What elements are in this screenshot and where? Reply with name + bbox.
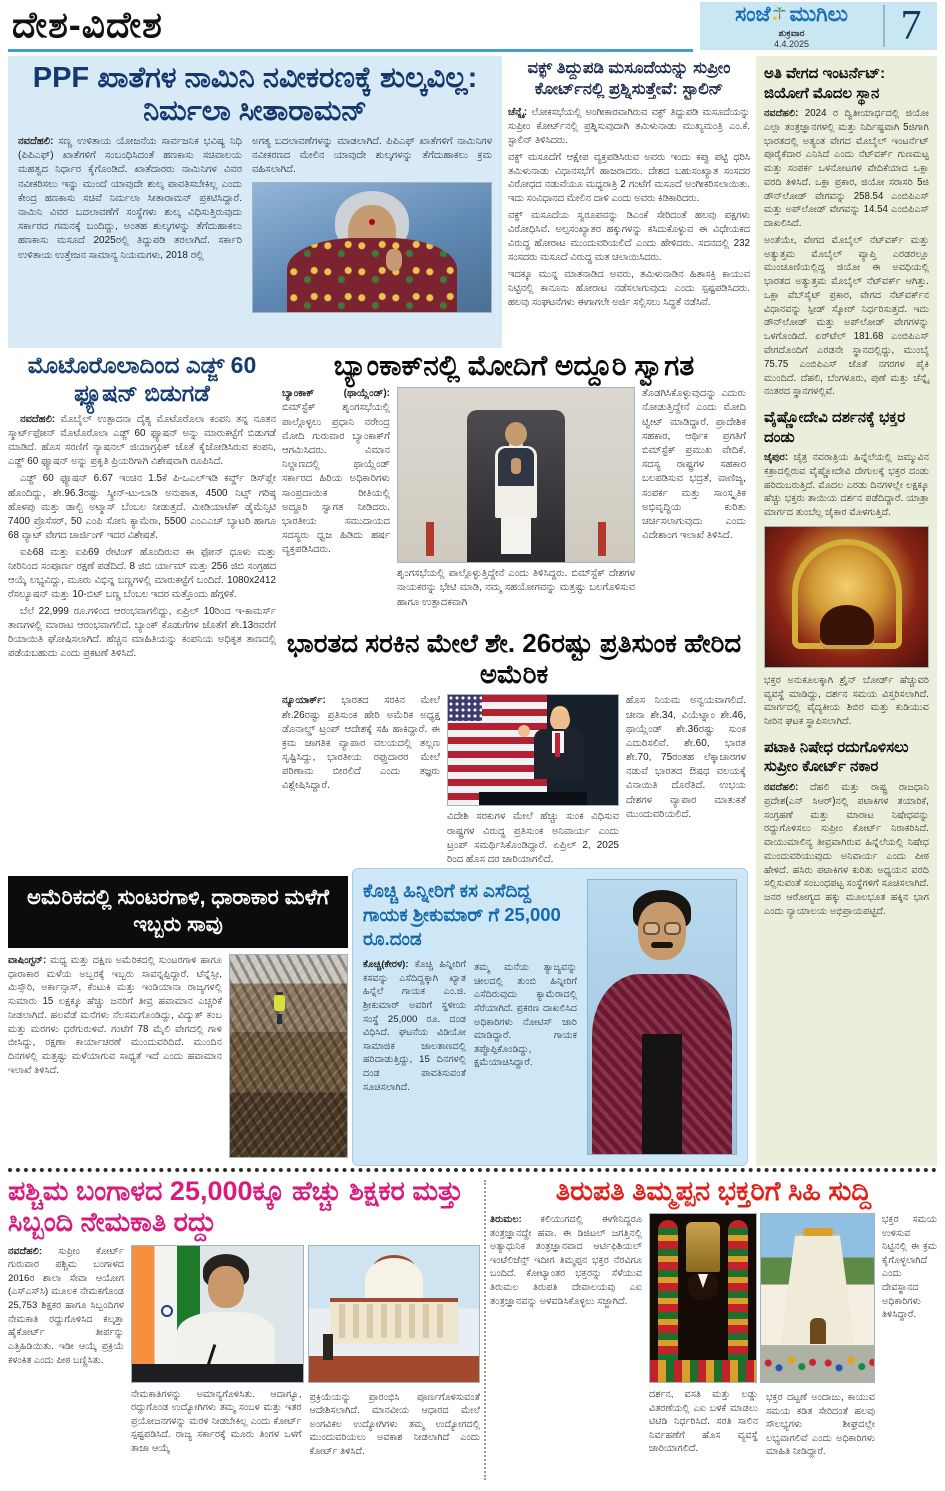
jio-headline: ಅತಿ ವೇಗದ ಇಂಟರ್ನೆಟ್: ಜಿಯೋಗೆ ಮೊದಲ ಸ್ಥಾನ xyxy=(764,65,886,102)
garland xyxy=(658,1220,678,1375)
tariff-body-col3: ಹೊಸ ನಿಯಮ ಅನ್ವಯವಾಗಲಿದೆ. ಚೀನಾ ಶೇ.34, ವಿಯೆಟ್ನಾಂ ಶೇ.46, ಥಾಯ್ಲೆಂಡ್ ಶೇ.36ರಷ್ಟು ಸುಂಕ ಎದುರಿಸಲಿವೆ. ಶೇ.60, ಭಾರತ ಶೇ.70, 75ರಂತಹ ಲೆಕ್ಕಾಚಾರಗಳ ನಡುವೆ ಭಾರತದ ಔಷಧ ವಲಯಕ್ಕೆ ವಿನಾಯಿತಿ ದೊರೆತಿದೆ. ಉಭಯ ದೇಶಗಳ ವ್ಯಾಪಾರ ಮಾತುಕತೆ ಮುಂದುವರಿಯಲಿದೆ. xyxy=(626,695,746,820)
bangkok-headline: ಬ್ಯಾಂಕಾಕ್‌ನಲ್ಲಿ ಮೋದಿಗೆ ಅದ್ದೂರಿ ಸ್ವಾಗತ xyxy=(333,350,695,381)
airplane-stair-rail xyxy=(598,522,606,556)
modi-airplane-photo xyxy=(397,387,635,563)
photo-figure-bindi xyxy=(369,219,375,225)
supreme-court-photo xyxy=(308,1245,481,1383)
paper-title xyxy=(735,3,848,27)
vaishnodevi-shrine-photo xyxy=(764,526,929,668)
statue xyxy=(323,1334,333,1360)
firecracker-headline: ಪಟಾಕಿ ನಿಷೇಧ ರದುಗೊಳಿಸಲು ಸುಪ್ರೀಂ ಕೋರ್ಟ್ ನಕಾರ xyxy=(764,738,909,776)
debris-texture xyxy=(230,955,347,1157)
modi-figure-head xyxy=(505,422,527,446)
motorola-headline: ಮೊಟೊರೊಲಾದಿಂದ ಎಡ್ಜ್ 60 ಫ್ಯೂಷನ್ ಬಿಡುಗಡೆ xyxy=(27,352,257,406)
photo-figure-hand xyxy=(386,249,402,271)
article-tirupati-ai xyxy=(490,1176,937,1488)
tirupati-headline: ತಿರುಪತಿ ತಿಮ್ಮಪ್ಪನ ಭಕ್ತರಿಗೆ ಸಿಹಿ ಸುದ್ದಿ xyxy=(555,1176,872,1206)
stalin-body-p3: ವಕ್ಫ್ ಮಸೂದೆಯ ಸ್ವರೂಪವನ್ನು ಡಿಎಂಕೆ ಸೇರಿದಂತೆ ಹಲವು ಪಕ್ಷಗಳು ವಿರೋಧಿಸಿವೆ. ಅಲ್ಪಸಂಖ್ಯಾತರ ಹಕ್ಕುಗಳನ್ನು ಕಸಿದುಕೊಳ್ಳುವ ಈ ವಿಧೇಯಕದ ವಿರುದ್ಧ ಹೋರಾಟ ಮುಂದುವರಿಯಲಿದೆ ಎಂದು ಹೇಳಿದರು. ಸದನದಲ್ಲಿ 232 ಸಂಸದರು ಮಸೂದೆ ವಿರುದ್ಧ ಮತ ಚಲಾಯಿಸಿದರು. xyxy=(508,210,750,263)
mamata-figure-face xyxy=(208,1266,244,1308)
tirupati-body-right: ಭಕ್ತರ ಸಮಯ ಉಳಿಸುವ ನಿಟ್ಟಿನಲ್ಲಿ ಈ ಕ್ರಮ ಕೈಗೊಳ್ಳಲಾಗಿದೆ ಎಂದು ದೇವಸ್ಥಾನದ ಅಧಿಕಾರಿಗಳು ತಿಳಿಸಿದ್ದಾರೆ. xyxy=(882,1214,937,1321)
modi-namaste-hands xyxy=(511,458,521,474)
press-desk xyxy=(132,1364,303,1382)
singer-body-col2: ತಮ್ಮ ಮನೆಯ ತ್ಯಾಜ್ಯವನ್ನು ಚೀಲದಲ್ಲಿ ತುಂಬಿ ಹಿನ್ನೀರಿಗೆ ಎಸೆದಿರುವುದು ಕ್ಯಾಮೆರಾದಲ್ಲಿ ಸೆರೆಯಾಗಿದೆ. ಪ್ರಕರಣ ದಾಖಲಿಸಿದ ಅಧಿಕಾರಿಗಳು ನೋಟಿಸ್ ಜಾರಿ ಮಾಡಿದ್ದಾರೆ. ಗಾಯಕ ತಪ್ಪೊಪ್ಪಿಕೊಂಡಿದ್ದು, ಕ್ಷಮೆಯಾಚಿಸಿದ್ದಾರೆ. xyxy=(474,962,577,1069)
idol-namam-mark xyxy=(698,1274,708,1288)
motorola-body-p4: ಬೆಲೆ 22,999 ರೂ.ಗಳಿಂದ ಆರಂಭವಾಗಲಿದ್ದು, ಏಪ್ರಿಲ್ 10ರಿಂದ ಇ-ಕಾಮರ್ಸ್ ತಾಣಗಳಲ್ಲಿ ಮಾರಾಟ ಆರಂಭವಾಗಲಿದೆ. ಬ್ಯಾಂಕ್ ಕೊಡುಗೆಗಳ ಜೊತೆಗೆ ಶೇ.13ರವರೆಗೆ ರಿಯಾಯಿತಿ ಘೋಷಿಸಲಾಗಿದೆ. ಹೆಚ್ಚಿನ ಮಾಹಿತಿಯನ್ನು ಕಂಪನಿಯ ಅಧಿಕೃತ ತಾಣದಲ್ಲಿ ಪಡೆಯಬಹುದು ಎಂದು ಪ್ರಕಟಣೆ ತಿಳಿಸಿದೆ. xyxy=(8,606,276,660)
nirmala-sitharaman-photo xyxy=(252,182,492,313)
article-bengal-teachers xyxy=(8,1176,480,1488)
garland xyxy=(728,1220,748,1375)
idol-gold-crown xyxy=(686,1222,720,1272)
bangkok-body-col1: ಬ್ಯಾಂಕಾಕ್ (ಥಾಯ್ಲೆಂಡ್): ಬಿಮ್‌ಸ್ಟೆಕ್ ಶೃಂಗಸಭೆಯಲ್ಲಿ ಪಾಲ್ಗೊಳ್ಳಲು ಪ್ರಧಾನಿ ನರೇಂದ್ರ ಮೋದಿ ಗುರುವಾರ ಬ್ಯಾಂಕಾಕ್‌ಗೆ ಆಗಮಿಸಿದರು. ವಿಮಾನ ನಿಲ್ದಾಣದಲ್ಲಿ ಥಾಯ್ಲೆಂಡ್ ಸರ್ಕಾರದ ಹಿರಿಯ ಅಧಿಕಾರಿಗಳು ಸಾಂಪ್ರದಾಯಿಕ ರೀತಿಯಲ್ಲಿ ಅದ್ದೂರಿ ಸ್ವಾಗತ ನೀಡಿದರು. ಭಾರತೀಯ ಸಮುದಾಯದ ಸದಸ್ಯರು ಧ್ವಜ ಹಿಡಿದು ಹರ್ಷ ವ್ಯಕ್ತಪಡಿಸಿದರು. xyxy=(282,388,390,556)
mamata-figure-sari xyxy=(177,1312,275,1364)
tornado-body: ವಾಷಿಂಗ್ಟನ್: ಮಧ್ಯ ಮತ್ತು ದಕ್ಷಿಣ ಅಮೆರಿಕದಲ್ಲಿ ಸುಂಟರಗಾಳಿ ಹಾಗೂ ಧಾರಾಕಾರ ಮಳೆಯ ಅಬ್ಬರಕ್ಕೆ ಇಬ್ಬರು ಸಾವನ್ನಪ್ಪಿದ್ದಾರೆ. ಟೆನ್ನೆಸ್ಸೀ, ಮಿಸ್ಸೌರಿ, ಅರ್ಕಾನ್ಸಾಸ್, ಕೆಂಟುಕಿ ಮತ್ತು ಇಂಡಿಯಾನಾ ರಾಜ್ಯಗಳಲ್ಲಿ ಸುಮಾರು 15 ಲಕ್ಷಕ್ಕೂ ಹೆಚ್ಚು ಜನರಿಗೆ ತೀವ್ರ ಹವಾಮಾನ ಎಚ್ಚರಿಕೆ ನೀಡಲಾಗಿದೆ. ಹಲವೆಡೆ ಮನೆಗಳು ನೆಲಸಮಗೊಂಡಿದ್ದು, ವಿದ್ಯುತ್ ಕಂಬ ಮತ್ತು ಮರಗಳು ಧರೆಗುರುಳಿವೆ. ಗಂಟೆಗೆ 78 ಮೈಲಿ ವೇಗದಲ್ಲಿ ಗಾಳಿ ಬೀಸಿದ್ದು, ರಕ್ಷಣಾ ಕಾರ್ಯಾಚರಣೆ ಮುಂದುವರಿದಿದೆ. ಮುಂದಿನ ದಿನಗಳಲ್ಲಿ ಮತ್ತಷ್ಟು ಮಳೆಯಾಗುವ ಸಾಧ್ಯತೆ ಇದೆ ಎಂದು ಹವಾಮಾನ ಇಲಾಖೆ ತಿಳಿಸಿದೆ. xyxy=(8,954,222,1076)
rescue-worker-figure xyxy=(274,995,285,1011)
vertical-dotted-divider xyxy=(484,1180,486,1480)
motorola-body-p1: ನವದೆಹಲಿ: ಮೊಬೈಲ್ ಉತ್ಪಾದನಾ ದೈತ್ಯ ಮೊಟೊರೊಲಾ ಕಂಪನಿ ತನ್ನ ನೂತನ ಸ್ಮಾರ್ಟ್‌ಫೋನ್ ಮೊಟೊರೊಲಾ ಎಡ್ಜ್ 60 ಫ್ಯೂಷನ್ ಅನ್ನು ಮಾರುಕಟ್ಟೆಗೆ ಬಿಡುಗಡೆ ಮಾಡಿದೆ. ಹೊಸ ಸರಣಿಗೆ ನ್ಯಾಷನಲ್ ಜಿಯಾಗ್ರಫಿಕ್ ಜೊತೆ ಕೈಜೋಡಿಸಿರುವ ಕಂಪನಿ, ಎಡ್ಜ್ 60 ಫ್ಯೂಷನ್ ಅನ್ನು ಪ್ರಕೃತಿ ಪ್ರಿಯರಿಗಾಗಿ ವಿಶೇಷವಾಗಿ ರೂಪಿಸಿದೆ. xyxy=(8,414,276,468)
motorola-body-p2: ಎಡ್ಜ್ 60 ಫ್ಯೂಷನ್ 6.67 ಇಂಚಿನ 1.5ಕೆ ಪಿ-ಒಎಲ್‌ಇಡಿ ಕರ್ವ್ಡ್ ಡಿಸ್‌ಪ್ಲೇ ಹೊಂದಿದ್ದು, ಶೇ.96.3ರಷ್ಟು ಸ್ಕ್ರೀನ್-ಟು-ಬಾಡಿ ಅನುಪಾತ, 4500 ನಿಟ್ಸ್ ಗರಿಷ್ಠ ಹೊಳಪು ಮತ್ತು ಡಾಲ್ಬಿ ಅಟ್ಮಾಸ್ ಬೆಂಬಲ ನೀಡುತ್ತದೆ. ಮೀಡಿಯಾಟೆಕ್ ಡೈಮೆನ್ಸಿಟಿ 7400 ಪ್ರೊಸೆಸರ್, 50 ಎಂಪಿ ಸೋನಿ ಕ್ಯಾಮೆರಾ, 5500 ಎಂಎಎಚ್ ಬ್ಯಾಟರಿ ಹಾಗೂ 68 ವ್ಯಾಟ್ ವೇಗದ ಚಾರ್ಜಿಂಗ್ ಇದರ ವಿಶೇಷತೆ. xyxy=(8,473,276,541)
ppf-body-col2: ಅಗತ್ಯ ಬದಲಾವಣೆಗಳನ್ನು ಮಾಡಲಾಗಿದೆ. ಪಿಪಿಎಫ್ ಖಾತೆಗಳಿಗೆ ನಾಮಿನಿಗಳ ನವೀಕರಣದ ಮೇಲಿನ ಯಾವುದೇ ಶುಲ್ಕಗಳನ್ನು ತೆಗೆದುಹಾಕಲು ಕ್ರಮ ವಹಿಸಲಾಗಿದೆ. xyxy=(252,136,492,176)
bengal-body-below1: ನೇಮಕಾತಿಗಳನ್ನು ಅಮಾನ್ಯಗೊಳಿಸಿತು. ಆದಾಗ್ಯೂ, ರದ್ದುಗೊಂಡ ಉದ್ಯೋಗಿಗಳು ತಮ್ಮ ಸಂಬಳ ಮತ್ತು ಇತರ ಪ್ರಯೋಜನಗಳನ್ನು ಮರಳಿ ನೀಡಬೇಕಿಲ್ಲ ಎಂದು ಕೋರ್ಟ್ ಸ್ಪಷ್ಟಪಡಿಸಿದೆ. ರಾಜ್ಯ ಸರ್ಕಾರಕ್ಕೆ ಮೂರು ತಿಂಗಳ ಒಳಗೆ ತಾಜಾ ಆಯ್ಕೆ xyxy=(131,1388,302,1455)
vaishnodevi-headline: ವೈಷ್ಣೋದೇವಿ ದರ್ಶನಕ್ಕೆ ಭಕ್ತರ ದಂಡು xyxy=(764,409,906,446)
palm-tree-icon xyxy=(772,3,787,27)
tirumala-temple-photo xyxy=(760,1213,875,1383)
masthead-left xyxy=(700,2,883,50)
section-title: ದೇಶ-ವಿದೇಶ xyxy=(12,4,163,45)
article-ppf xyxy=(8,56,502,348)
flower-base xyxy=(650,1360,756,1382)
modi-figure-legs xyxy=(501,518,531,554)
court-base xyxy=(309,1356,480,1382)
trump-figure-tie xyxy=(555,733,560,757)
article-motorola xyxy=(8,352,276,872)
masthead-date: 4.4.2025 xyxy=(773,39,810,49)
ppf-headline: PPF ಖಾತೆಗಳ ನಾಮಿನಿ ನವೀಕರಣಕ್ಕೆ ಶುಲ್ಕವಿಲ್ಲ: ನಿರ್ಮಲಾ ಸೀತಾರಾಮನ್ xyxy=(32,62,478,128)
temple-door xyxy=(810,1318,826,1344)
tornado-headline: ಅಮೆರಿಕದಲ್ಲಿ ಸುಂಟರಗಾಳಿ, ಧಾರಾಕಾರ ಮಳೆಗೆ ಇಬ್ಬರು ಸಾವು xyxy=(26,886,330,936)
mamata-banerjee-photo xyxy=(131,1245,304,1383)
trump-photo xyxy=(447,694,619,806)
bengal-headline: ಪಶ್ಚಿಮ ಬಂಗಾಳದ 25,000ಕ್ಕೂ ಹೆಚ್ಚು ಶಿಕ್ಷಕರ ಮತ್ತು ಸಿಬ್ಬಂದಿ ನೇಮಕಾತಿ ರದ್ದು xyxy=(8,1176,464,1238)
court-columns xyxy=(339,1304,449,1338)
article-singer-fine xyxy=(352,868,748,1166)
article-bangkok-modi xyxy=(282,350,746,626)
tirupati-body-below1: ದರ್ಶನ, ವಸತಿ ಮತ್ತು ಲಡ್ಡು ವಿತರಣೆಯಲ್ಲಿ ಎಐ ಬಳಕೆ ಮಾಡಲು ಟಿಟಿಡಿ ನಿರ್ಧರಿಸಿದೆ. ಸರತಿ ಸಾಲಿನ ನಿರ್ವಹಣೆಗೆ ಹೊಸ ವ್ಯವಸ್ಥೆ ಜಾರಿಯಾಗಲಿದೆ. xyxy=(649,1389,758,1455)
singer-glasses xyxy=(640,922,684,936)
bangkok-body-col3: ತೊಡಗಿಸಿಕೊಳ್ಳುವುದನ್ನು ಎದುರು ನೋಡುತ್ತಿದ್ದೇನೆ ಎಂದು ಮೋದಿ ಟ್ವೀಟ್ ಮಾಡಿದ್ದಾರೆ. ಪ್ರಾದೇಶಿಕ ಸಹಕಾರ, ಆರ್ಥಿಕ ಪ್ರಗತಿಗೆ ಬಿಮ್‌ಸ್ಟೆಕ್ ಪ್ರಮುಖ ವೇದಿಕೆ. ಸದಸ್ಯ ರಾಷ್ಟ್ರಗಳ ಸಹಕಾರ ಬಲಪಡಿಸುವ ಭದ್ರತೆ, ವಾಣಿಜ್ಯ, ಸಂಪರ್ಕ ಮತ್ತು ಸಾಂಸ್ಕೃತಿಕ ಅಭಿವೃದ್ಧಿಯ ಕುರಿತು ಚರ್ಚಿಸಲಾಗುವುದು ಎಂದು ವಿದೇಶಾಂಗ ಇಲಾಖೆ ತಿಳಿಸಿದೆ. xyxy=(642,388,746,542)
court-dome xyxy=(365,1258,423,1302)
singer-mustache xyxy=(651,942,673,948)
header-rule xyxy=(8,49,693,52)
jio-body-p1: ನವದೆಹಲಿ: 2024 ರ ದ್ವಿತೀಯಾರ್ಧದಲ್ಲಿ ಜಿಯೋ ಎಲ್ಲಾ ತಂತ್ರಜ್ಞಾನಗಳಲ್ಲಿ ಮತ್ತು ನಿರ್ದಿಷ್ಟವಾಗಿ 5ಜಿಗಾಗಿ ಭಾರತದಲ್ಲಿ ಅತ್ಯಂತ ವೇಗದ ಮೊಬೈಲ್ ಇಂಟರ್ನೆಟ್ ಪೂರೈಕೆದಾರ ಎನಿಸಿದೆ ಎಂದು ನೆಟ್‌ವರ್ಕ್ ಗುಣಮಟ್ಟ ಮತ್ತು ಸಂಪರ್ಕ ಒಳನೋಟಗಳ ವೇದಿಕೆಯಾದ ಒಕ್ಲಾ ವರದಿ ತಿಳಿಸಿದೆ. ಒಕ್ಲಾ ಪ್ರಕಾರ, ಜಿಯೋ ಸರಾಸರಿ 5ಜಿ ಡೌನ್‌ಲೋಡ್ ವೇಗವನ್ನು 258.54 ಎಂಬಿಪಿಎಸ್ ಮತ್ತು ಅಪ್‌ಲೋಡ್ ವೇಗವನ್ನು 14.54 ಎಂಬಿಪಿಎಸ್ ದಾಖಲಿಸಿದೆ. xyxy=(764,108,929,230)
podium xyxy=(479,792,588,805)
vaishnodevi-body-p2: ಭಕ್ತರ ಅನುಕೂಲಕ್ಕಾಗಿ ಶ್ರೈನ್ ಬೋರ್ಡ್ ಹೆಚ್ಚುವರಿ ವ್ಯವಸ್ಥೆ ಮಾಡಿದ್ದು, ದರ್ಶನ ಸಮಯ ವಿಸ್ತರಿಸಲಾಗಿದೆ. ಮಾರ್ಗದಲ್ಲಿ ವೈದ್ಯಕೀಯ ಶಿಬಿರ ಮತ್ತು ಕುಡಿಯುವ ನೀರಿನ ಘಟಕ ಸ್ಥಾಪಿಸಲಾಗಿದೆ. xyxy=(764,674,929,728)
tornado-headline-box xyxy=(8,876,348,948)
motorola-body-p3: ಐಪಿ68 ಮತ್ತು ಐಪಿ69 ರೇಟಿಂಗ್ ಹೊಂದಿರುವ ಈ ಫೋನ್ ಧೂಳು ಮತ್ತು ನೀರಿನಿಂದ ಸಂಪೂರ್ಣ ರಕ್ಷಣೆ ಪಡೆದಿದೆ. 8 ಜಿಬಿ ರ್ಯಾಮ್ ಮತ್ತು 256 ಜಿಬಿ ಸಂಗ್ರಹದ ಆಯ್ಕೆ ಲಭ್ಯವಿದ್ದು, ಮೂರು ವಿಭಿನ್ನ ಬಣ್ಣಗಳಲ್ಲಿ ಮಾರುಕಟ್ಟೆಗೆ ಬಂದಿದೆ. 1080x2412 ರೆಸಲ್ಯೂಷನ್ ಮತ್ತು 10-ಬಿಟ್ ಬಣ್ಣ ಬೆಂಬಲ ಇದರ ಮತ್ತೊಂದು ಹೆಗ್ಗಳಿಕೆ. xyxy=(8,546,276,600)
dotted-divider xyxy=(8,1168,937,1172)
tirupati-body-left: ತಿರುಮಲ: ಕಲಿಯುಗದಲ್ಲಿ ಈಗೇನಿದ್ದರೂ ತಂತ್ರಜ್ಞಾನದ್ದೇ ಹವಾ. ಈ ಡಿಜಿಟಲ್ ಜಗತ್ತಿನಲ್ಲಿ ಅತ್ಯಾಧುನಿಕ ತಂತ್ರಜ್ಞಾನವಾದ ಆರ್ಟಿಫಿಶಿಯಲ್ ಇಂಟೆಲಿಜೆನ್ಸ್ ಇದೀಗ ತಿಮ್ಮಪ್ಪನ ಭಕ್ತರ ನೆರವಿಗೂ ಬಂದಿದೆ. ಕೋಟ್ಯಾಂತರ ಭಕ್ತರನ್ನು ಸೆಳೆಯುವ ತಿರುಮಲ ತಿರುಪತಿ ದೇವಾಲಯವು ಎಐ ತಂತ್ರಜ್ಞಾನವನ್ನು ಅಳವಡಿಸಿಕೊಳ್ಳಲು ಸಜ್ಜಾಗಿದೆ. xyxy=(490,1214,642,1307)
vaishnodevi-body-p1: ಜೈಪುರ: ಚೈತ್ರ ನವರಾತ್ರಿಯ ಹಿನ್ನೆಲೆಯಲ್ಲಿ ಜಮ್ಮುವಿನ ಕತ್ರಾದಲ್ಲಿರುವ ವೈಷ್ಣೋದೇವಿ ದೇಗುಲಕ್ಕೆ ಭಕ್ತರ ದಂಡು ಹರಿದುಬರುತ್ತಿದೆ. ಮೊದಲ ಎರಡು ದಿನಗಳಲ್ಲೇ ಲಕ್ಷಕ್ಕೂ ಹೆಚ್ಚು ಭಕ್ತರು ತಾಯಿಯ ದರ್ಶನ ಪಡೆದಿದ್ದಾರೆ. ಯಾತ್ರಾ ಮಾರ್ಗದ ತುಂಬೆಲ್ಲ ಜೈಕಾರ ಮೊಳಗುತ್ತಿದೆ. xyxy=(764,452,929,519)
stalin-body-p1: ಚೆನ್ನೈ: ಲೋಕಸಭೆಯಲ್ಲಿ ಅಂಗೀಕಾರವಾಗಿರುವ ವಕ್ಫ್ ತಿದ್ದುಪಡಿ ಮಸೂದೆಯನ್ನು ಸುಪ್ರೀಂ ಕೋರ್ಟ್‌ನಲ್ಲಿ ಪ್ರಶ್ನಿಸುವುದಾಗಿ ತಮಿಳುನಾಡು ಮುಖ್ಯಮಂತ್ರಿ ಎಂ.ಕೆ. ಸ್ಟಾಲಿನ್ ತಿಳಿಸಿದರು. xyxy=(508,106,750,146)
bangkok-body-center: ಶೃಂಗಸಭೆಯಲ್ಲಿ ಪಾಲ್ಗೊಳ್ಳುತ್ತಿದ್ದೇನೆ ಎಂದು ತಿಳಿಸಿದ್ದರು. ಬಿಮ್‌ಸ್ಟೆಕ್ ದೇಶಗಳ ನಾಯಕರನ್ನು ಭೇಟಿ ಮಾಡಿ, ನಮ್ಮ ಸಹಯೋಗವನ್ನು ಮತ್ತಷ್ಟು ಬಲಗೊಳಿಸುವ ಹಾಗೂ ಉತ್ಪಾದಕವಾಗಿ xyxy=(397,568,635,608)
page-number: 7 xyxy=(900,3,922,49)
article-us-tariff xyxy=(282,628,746,874)
stalin-body-p4: ಇದಕ್ಕೂ ಮುನ್ನ ಮಾತನಾಡಿದ ಅವರು, ತಮಿಳುನಾಡಿನ ಹಿತಾಸಕ್ತಿ ಕಾಯುವ ನಿಟ್ಟಿನಲ್ಲಿ ಕಾನೂನು ಹೋರಾಟ ನಡೆಸಲಾಗುವುದು ಎಂದು ಸ್ಪಷ್ಟಪಡಿಸಿದರು. ಹಲವು ಸಂಘಟನೆಗಳು ಈಗಾಗಲೇ ಅರ್ಜಿ ಸಲ್ಲಿಸಲು ಸಿದ್ಧತೆ ನಡೆಸಿವೆ. xyxy=(508,268,750,308)
jio-body-p2: ಅಂತೆಯೇ, ವೇಗದ ಮೊಬೈಲ್ ನೆಟ್‌ವರ್ಕ್ ಮತ್ತು ಅತ್ಯುತ್ತಮ ಮೊಬೈಲ್ ವ್ಯಾಪ್ತಿ ಎರಡರಲ್ಲೂ ಮುಂಚೂಣಿಯಲ್ಲಿದ್ದ ಜಿಯೋ ಈ ಅವಧಿಯಲ್ಲಿ ಭಾರತದ ಅತ್ಯುತ್ತಮ ಮೊಬೈಲ್ ನೆಟ್‌ವರ್ಕ್ ಆಗಿತ್ತು. ಒಕ್ಲಾ ವೆಬ್‌ಸೈಟ್ ಪ್ರಕಾರ, ವೇಗದ ನೆಟ್‌ವರ್ಕ್‌ನ ವಿಧಾನವನ್ನು ಸ್ಪೀಡ್ ಸ್ಕೋರ್ ನಿರ್ಧರಿಸುತ್ತದೆ. ಇದು ಡೌನ್‌ಲೋಡ್ ಮತ್ತು ಅಪ್‌ಲೋಡ್ ವೇಗಗಳನ್ನು ಒಳಗೊಂಡಿದೆ. ಏರ್‌ಟೆಲ್ 181.68 ಎಂಬಿಪಿಎಸ್ ವೇಗದೊಂದಿಗೆ ಎರಡನೇ ಸ್ಥಾನದಲ್ಲಿದ್ದು, ಮುಂಬೈ 75.75 ಎಂಬಿಪಿಎಸ್ ಜೊತೆ ನಗರಗಳ ಪೈಕಿ ಮುಂದಿದೆ. ದೆಹಲಿ, ಬೆಂಗಳೂರು, ಪುಣೆ ಮತ್ತು ಚೆನ್ನೈ ನಂತರದ ಸ್ಥಾನಗಳಲ್ಲಿವೆ. xyxy=(764,234,929,398)
ppf-body-col1: ನವದೆಹಲಿ: ಸಣ್ಣ ಉಳಿತಾಯ ಯೋಜನೆಯ ಸಾರ್ವಜನಿಕ ಭವಿಷ್ಯ ನಿಧಿ (ಪಿಪಿಎಫ್) ಖಾತೆಗಳಿಗೆ ಸಂಬಂಧಿಸಿದಂತೆ ಹಣಕಾಸು ಸಚಿವಾಲಯ ಮಹತ್ವದ ನಿರ್ಧಾರ ಕೈಗೊಂಡಿದೆ. ಖಾತೆದಾರರು ನಾಮಿನಿಗಳ ವಿವರ ನವೀಕರಿಸಲು ಇನ್ನು ಮುಂದೆ ಯಾವುದೇ ಶುಲ್ಕ ಪಾವತಿಸಬೇಕಿಲ್ಲ ಎಂದು ಕೇಂದ್ರ ಹಣಕಾಸು ಸಚಿವೆ ನಿರ್ಮಲಾ ಸೀತಾರಾಮನ್ ಪ್ರಕಟಿಸಿದ್ದಾರೆ. ನಾಮಿನಿ ವಿವರ ಬದಲಾವಣೆಗೆ ಸಂಸ್ಥೆಗಳು ಶುಲ್ಕ ವಿಧಿಸುತ್ತಿರುವುದು ಸರ್ಕಾರದ ಗಮನಕ್ಕೆ ಬಂದಿದ್ದು, ಅಂತಹ ಶುಲ್ಕಗಳನ್ನು ತೆಗೆದುಹಾಕಲು ಹಣಕಾಸು ಮಸೂದೆ 2025ರಲ್ಲಿ ತಿದ್ದುಪಡಿ ತರಲಾಗಿದೆ. ಸರ್ಕಾರಿ ಉಳಿತಾಯ ಉತ್ತೇಜನ ಸಾಮಾನ್ಯ ನಿಯಮಗಳು, 2018 ರಲ್ಲಿ xyxy=(18,136,243,261)
trump-figure-head xyxy=(550,709,570,731)
article-stalin xyxy=(508,58,750,348)
sreekumar-singer-photo xyxy=(587,879,737,1155)
stalin-body-p2: ವಕ್ಫ್ ಮಸೂದೆಗೆ ಆಕ್ಷೇಪ ವ್ಯಕ್ತಪಡಿಸಿರುವ ಅವರು ಇಂದು ಕಪ್ಪು ಪಟ್ಟಿ ಧರಿಸಿ ತಮಿಳುನಾಡು ವಿಧಾನಸಭೆಗೆ ಹಾಜರಾದರು. ದೇಶದ ಬಹುಸಂಖ್ಯಾತ ಸಂಸದರ ವಿರೋಧದ ನಡುವೆಯೂ ಮಧ್ಯರಾತ್ರಿ 2 ಗಂಟೆಗೆ ಮಸೂದೆ ಅಂಗೀಕರಿಸಲಾಯಿತು. ಇದು ಸಂವಿಧಾನದ ಮೇಲಿನ ದಾಳಿ ಎಂದು ಅವರು ಕಿಡಿಕಾರಿದರು. xyxy=(508,151,750,205)
shrine-idol xyxy=(820,605,874,649)
stalin-headline: ವಕ್ಫ್ ತಿದ್ದುಪಡಿ ಮಸೂದೆಯನ್ನು ಸುಪ್ರೀಂ ಕೋರ್ಟ್‌ನಲ್ಲಿ ಪ್ರಶ್ನಿಸುತ್ತೇವೆ: ಸ್ಟಾಲಿನ್ xyxy=(527,59,731,99)
singer-body-col1: ಕೊಚ್ಚಿ(ಕೇರಳ): ಕೊಚ್ಚಿ ಹಿನ್ನೀರಿಗೆ ಕಸವನ್ನು ಎಸೆದಿದ್ದಕ್ಕಾಗಿ ಖ್ಯಾತ ಹಿನ್ನೆಲೆ ಗಾಯಕ ಎಂ.ಜಿ. ಶ್ರೀಕುಮಾರ್ ಅವರಿಗೆ ಸ್ಥಳೀಯ ಸಂಸ್ಥೆ 25,000 ರೂ. ದಂಡ ವಿಧಿಸಿದೆ. ಘಟನೆಯ ವಿಡಿಯೋ ಸಾಮಾಜಿಕ ಜಾಲತಾಣದಲ್ಲಿ ಹರಿದಾಡುತ್ತಿದ್ದು, 15 ದಿನಗಳಲ್ಲಿ ದಂಡ ಪಾವತಿಸುವಂತೆ ಸೂಚಿಸಲಾಗಿದೆ. xyxy=(363,959,466,1093)
bengal-body-left: ನವದೆಹಲಿ: ಸುಪ್ರೀಂ ಕೋರ್ಟ್ ಗುರುವಾರ ಪಶ್ಚಿಮ ಬಂಗಾಳದ 2016ರ ಶಾಲಾ ಸೇವಾ ಆಯೋಗ (ಎಸ್‌ಎಸ್‌ಸಿ) ಮೂಲಕ ನೇಮಕಗೊಂಡ 25,753 ಶಿಕ್ಷಕರ ಹಾಗೂ ಸಿಬ್ಬಂದಿಗಳ ನೇಮಕಾತಿ ರದ್ದುಗೊಳಿಸಿದ ಕಲ್ಕತ್ತಾ ಹೈಕೋರ್ಟ್ ತೀರ್ಪನ್ನು ಎತ್ತಿಹಿಡಿಯಿತು. ಇಡೀ ಆಯ್ಕೆ ಪ್ರಕ್ರಿಯೆ ಕಳಂಕಿತ ಎಂದು ಪೀಠ ಬಣ್ಣಿಸಿತು. xyxy=(8,1245,125,1366)
right-rail xyxy=(756,56,937,1166)
firecracker-body-p1: ನವದೆಹಲಿ: ದೆಹಲಿ ಮತ್ತು ರಾಷ್ಟ್ರ ರಾಜಧಾನಿ ಪ್ರದೇಶ(ಎನ್ ಸಿಆರ್)ನಲ್ಲಿ ಪಟಾಕಿಗಳ ತಯಾರಿಕೆ, ಸಂಗ್ರಹಣೆ ಮತ್ತು ಮಾರಾಟ ನಿಷೇಧವನ್ನು ರದ್ದುಗೊಳಿಸಲು ಸುಪ್ರೀಂ ಕೋರ್ಟ್ ನಿರಾಕರಿಸಿದೆ. ವಾಯುಮಾಲಿನ್ಯ ತೀವ್ರವಾಗಿರುವ ಹಿನ್ನೆಲೆಯಲ್ಲಿ ನಿಷೇಧ ಮುಂದುವರಿಯುವುದು ಅನಿವಾರ್ಯ ಎಂದು ಪೀಠ ಹೇಳಿದೆ. ಹಸಿರು ಪಟಾಕಿಗಳ ಕುರಿತು ಅಧ್ಯಯನ ವರದಿ ಸಲ್ಲಿಸುವಂತೆ ಸಂಬಂಧಪಟ್ಟ ಸಂಸ್ಥೆಗಳಿಗೆ ಸೂಚಿಸಲಾಗಿದೆ. ಜನರ ಆರೋಗ್ಯದ ಹಕ್ಕು ಮೂಲಭೂತ ಹಕ್ಕಿನ ಭಾಗ ಎಂದು ನ್ಯಾಯಾಲಯ ಅಭಿಪ್ರಾಯಪಟ್ಟಿದೆ. xyxy=(764,781,929,917)
venkateswara-idol-photo xyxy=(649,1213,757,1383)
airplane-stair-rail xyxy=(426,522,434,556)
masthead-day: ಶುಕ್ರವಾರ xyxy=(778,28,805,38)
tariff-body-col1: ನ್ಯೂಯಾರ್ಕ್: ಭಾರತದ ಸರಕಿನ ಮೇಲೆ ಶೇ.26ರಷ್ಟು ಪ್ರತಿಸುಂಕ ಹೇರಿ ಅಮೆರಿಕ ಅಧ್ಯಕ್ಷ ಡೊನಾಲ್ಡ್ ಟ್ರಂಪ್ ಆದೇಶಕ್ಕೆ ಸಹಿ ಹಾಕಿದ್ದಾರೆ. ಈ ಕ್ರಮ ಜಾಗತಿಕ ವ್ಯಾಪಾರ ವಲಯದಲ್ಲಿ ತಲ್ಲಣ ಸೃಷ್ಟಿಸಿದ್ದು, ಭಾರತೀಯ ರಫ್ತುದಾರರ ಮೇಲೆ ಪರಿಣಾಮ ಬೀರಲಿದೆ ಎಂದು ತಜ್ಞರು ವಿಶ್ಲೇಷಿಸಿದ್ದಾರೆ. xyxy=(282,695,440,792)
tirupati-body-below2: ಭಕ್ತರ ದಟ್ಟಣೆ ಅಂದಾಜು, ಕಾಯುವ ಸಮಯ ಕಡಿತ ಸೇರಿದಂತೆ ಹಲವು ಸೌಲಭ್ಯಗಳು ಶೀಘ್ರದಲ್ಲೇ ಲಭ್ಯವಾಗಲಿವೆ ಎಂದು ಅಧಿಕಾರಿಗಳು ಮಾಹಿತಿ ನೀಡಿದ್ದಾರೆ. xyxy=(766,1392,875,1458)
tornado-damage-photo xyxy=(229,954,348,1158)
bengal-body-below2: ಪ್ರಕ್ರಿಯೆಯನ್ನು ಪ್ರಾರಂಭಿಸಿ ಪೂರ್ಣಗೊಳಿಸುವಂತೆ ಆದೇಶಿಸಲಾಗಿದೆ. ಮಾನವೀಯ ಆಧಾರದ ಮೇಲೆ ಅಂಗವಿಕಲ ಉದ್ಯೋಗಿಗಳು ತಮ್ಮ ಉದ್ಯೋಗದಲ್ಲಿ ಮುಂದುವರಿಯಲು ಅವಕಾಶ ನೀಡಲಾಗಿದೆ ಎಂದು ಕೋರ್ಟ್ ತಿಳಿಸಿದೆ. xyxy=(309,1391,480,1458)
paper-name-part1: ಸಂಜೆ xyxy=(735,3,771,26)
singer-turtleneck xyxy=(642,1034,682,1154)
tariff-body-center: ವಿದೇಶಿ ಸರಕುಗಳ ಮೇಲೆ ಹೆಚ್ಚು ಸುಂಕ ವಿಧಿಸುವ ರಾಷ್ಟ್ರಗಳ ವಿರುದ್ಧ ಪ್ರತಿಸುಂಕ ಅನಿವಾರ್ಯ ಎಂದು ಟ್ರಂಪ್ ಸಮರ್ಥಿಸಿಕೊಂಡಿದ್ದಾರೆ. ಏಪ್ರಿಲ್ 2, 2025 ರಿಂದ ಹೊಸ ದರ ಜಾರಿಯಾಗಲಿದೆ. xyxy=(447,811,619,865)
tariff-headline: ಭಾರತದ ಸರಕಿನ ಮೇಲೆ ಶೇ. 26ರಷ್ಟು ಪ್ರತಿಸುಂಕ ಹೇರಿದ ಅಮೆರಿಕ xyxy=(286,628,742,689)
us-flag-canton xyxy=(448,695,482,721)
singer-headline: ಕೊಚ್ಚಿ ಹಿನ್ನೀರಿಗೆ ಕಸ ಎಸೆದಿದ್ದ ಗಾಯಕ ಶ್ರೀಕುಮಾರ್ ಗೆ 25,000 ರೂ.ದಂಡ xyxy=(363,880,561,950)
paper-name-part2: ಮುಗಿಲು xyxy=(789,3,848,26)
article-tornado xyxy=(8,876,348,1166)
photo-figure-sari xyxy=(287,238,457,313)
masthead xyxy=(700,2,937,50)
gopuram-gold-cap xyxy=(803,1228,833,1236)
devotee-crowd xyxy=(761,1348,874,1382)
